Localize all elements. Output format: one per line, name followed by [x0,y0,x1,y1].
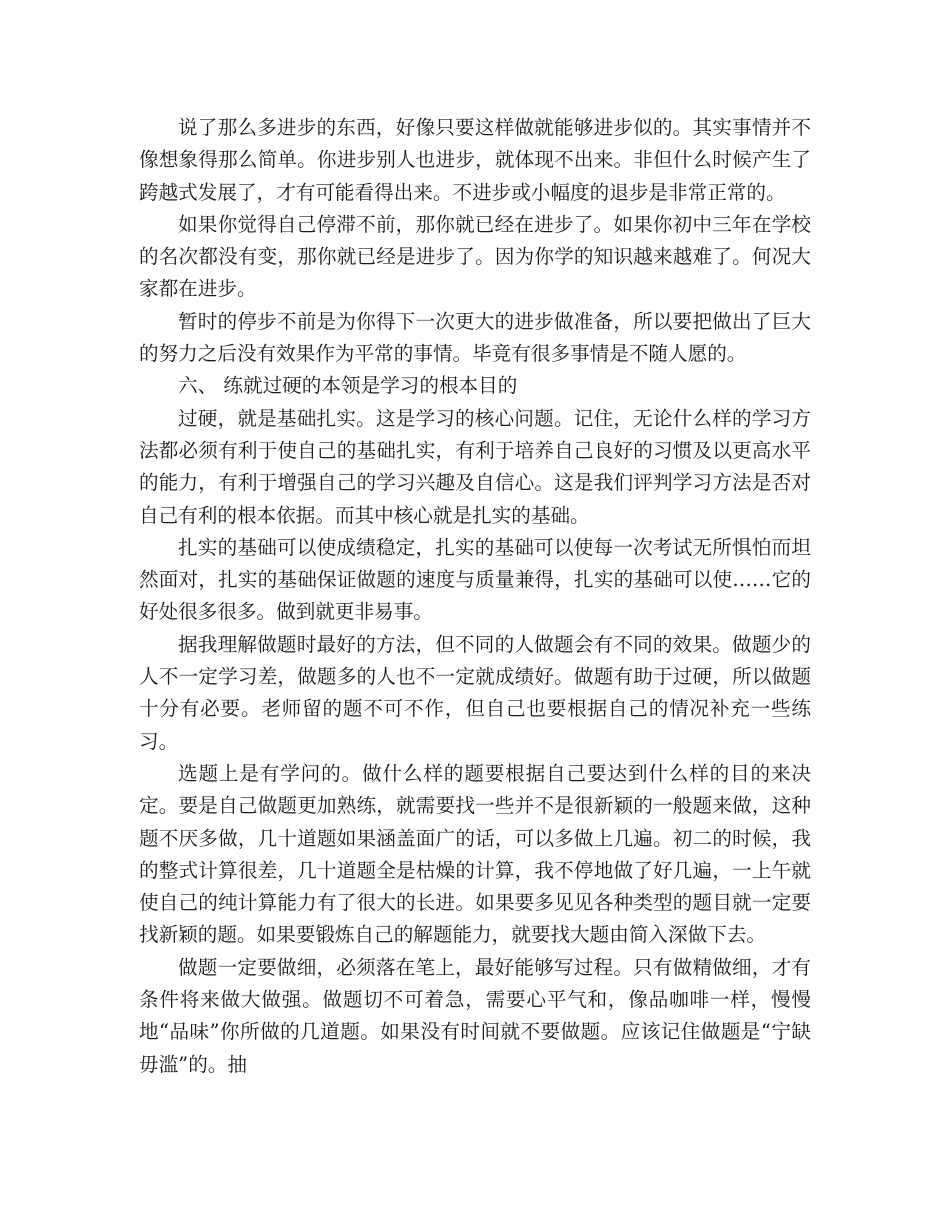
document-body [139,112,811,1081]
paragraph-progress-intro: 说了那么多进步的东西，好像只要这样做就能够进步似的。其实事情并不像想象得那么简单。你进步别人也进步，就体现不出来。非但什么时候产生了跨越式发展了，才有可能看得出来。不进步或小幅度的退步是非常正常的。 [139,116,811,204]
paragraph-choosing-exercises: 选题上是有学问的。做什么样的题要根据自己要达到什么样的目的来决定。要是自己做题更加熟练，就需要找一些并不是很新颖的一般题来做，这种题不厌多做，几十道题如果涵盖面广的话，可以多做上几遍。初二的时候，我的整式计算很差，几十道题全是枯燥的计算，我不停地做了好几遍，一上午就使自己的纯计算能力有了很大的长进。如果要多见见各种类型的题目就一定要找新颖的题。如果要锻炼自己的解题能力，就要找大题由简入深做下去。 [139,761,811,947]
section-heading: 六、 练就过硬的本领是学习的根本目的 [178,374,518,398]
paragraph-careful-work: 做题一定要做细，必须落在笔上，最好能够写过程。只有做精做细，才有条件将来做大做强。做题切不可着急，需要心平气和，像品咖啡一样，慢慢地“品味”你所做的几道题。如果没有时间就不要做题。应该记住做题是“宁缺毋滥”的。抽 [139,955,811,1076]
paragraph-solid-foundation: 过硬，就是基础扎实。这是学习的核心问题。记住，无论什么样的学习方法都必须有利于使自己的基础扎实，有利于培养自己良好的习惯及以更高水平的能力，有利于增强自己的学习兴趣及自信心。这是我们评判学习方法是否对自己有利的根本依据。而其中核心就是扎实的基础。 [139,406,811,527]
paragraph-doing-exercises: 据我理解做题时最好的方法，但不同的人做题会有不同的效果。做题少的人不一定学习差，做题多的人也不一定就成绩好。做题有助于过硬，所以做题十分有必要。老师留的题不可不作，但自己也要根据自己的情况补充一些练习。 [139,632,811,753]
paragraph-temporary-pause: 暂时的停步不前是为你得下一次更大的进步做准备，所以要把做出了巨大的努力之后没有效果作为平常的事情。毕竟有很多事情是不随人愿的。 [139,309,811,366]
paragraph-stagnation: 如果你觉得自己停滞不前，那你就已经在进步了。如果你初中三年在学校的名次都没有变，那你就已经是进步了。因为你学的知识越来越难了。何况大家都在进步。 [139,212,811,301]
paragraph-foundation-benefits: 扎实的基础可以使成绩稳定，扎实的基础可以使每一次考试无所惧怕而坦然面对，扎实的基础保证做题的速度与质量兼得，扎实的基础可以使……它的好处很多很多。做到就更非易事。 [139,535,811,624]
